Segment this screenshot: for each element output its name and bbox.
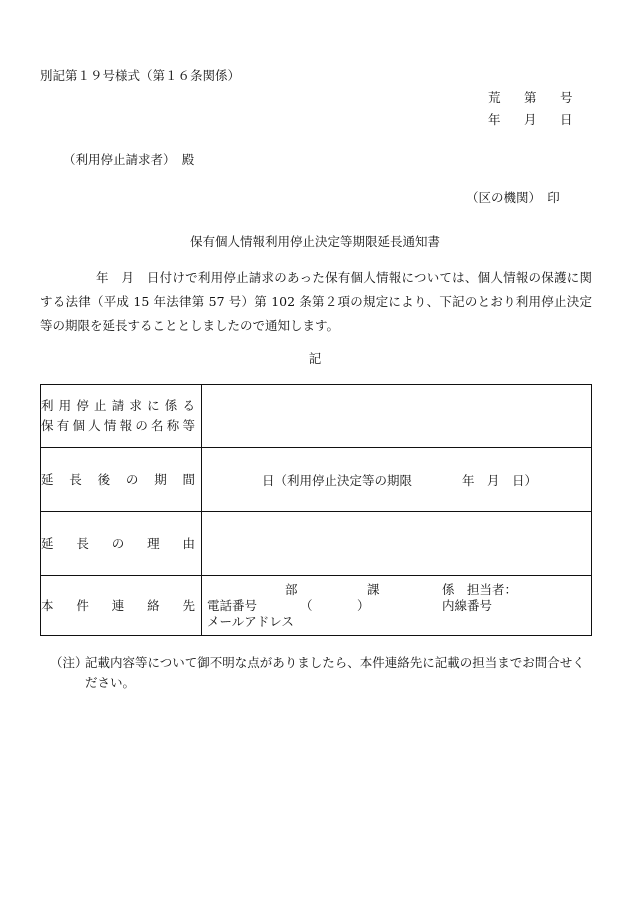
value-extended-period: 日（利用停止決定等の期限 年 月 日） bbox=[202, 448, 592, 512]
document-title: 保有個人情報利用停止決定等期限延長通知書 bbox=[189, 234, 440, 249]
table-row-reason bbox=[41, 512, 592, 576]
contact-email-label: メールアドレス bbox=[207, 613, 294, 629]
ki-heading: 記 bbox=[308, 351, 322, 366]
contact-line-phone bbox=[207, 598, 591, 614]
doc-number-go: 号 bbox=[560, 90, 573, 105]
details-table bbox=[40, 384, 592, 636]
contact-bu: 部 bbox=[285, 581, 298, 597]
value-contact bbox=[202, 576, 592, 636]
label-contact-text: 本件連絡先 bbox=[41, 597, 195, 613]
date-day: 日 bbox=[560, 112, 573, 127]
doc-number-prefix: 荒 bbox=[488, 90, 501, 105]
date-month: 月 bbox=[524, 112, 537, 127]
contact-paren-close: ） bbox=[357, 597, 370, 613]
footnote bbox=[50, 653, 590, 693]
table-row-contact bbox=[41, 576, 592, 636]
label-info-name-line2: 保有個人情報の名称等 bbox=[41, 418, 195, 433]
addressee: （利用停止請求者） 殿 bbox=[63, 152, 195, 167]
contact-line-department bbox=[207, 582, 591, 598]
footnote-text: 記載内容等について御不明な点がありましたら、本件連絡先に記載の担当までお問合せください。 bbox=[85, 655, 585, 690]
label-extended-period bbox=[41, 448, 202, 512]
label-reason bbox=[41, 512, 202, 576]
body-paragraph: 年 月 日付けで利用停止請求のあった保有個人情報については、個人情報の保護に関する法律（平成 15 年法律第 57 号）第 102 条第２項の規定により、下記のとおり利用停止決定等の期限を延長することとしましたので通知します。 bbox=[40, 270, 592, 333]
value-reason bbox=[202, 512, 592, 576]
contact-kakari: 係 担当者： bbox=[442, 581, 518, 597]
document-date bbox=[488, 110, 573, 128]
contact-extension: 内線番号 bbox=[442, 597, 493, 613]
table-row-extended-period bbox=[41, 448, 592, 512]
label-contact bbox=[41, 576, 202, 636]
issuer-seal: （区の機関） 印 bbox=[466, 190, 560, 205]
date-year: 年 bbox=[488, 112, 501, 127]
label-extended-period-text: 延長後の期間 bbox=[41, 471, 195, 487]
contact-ka: 課 bbox=[367, 581, 380, 597]
label-info-name bbox=[41, 385, 202, 448]
label-reason-text: 延長の理由 bbox=[41, 535, 195, 551]
contact-paren-open: （ bbox=[300, 597, 313, 613]
table-row-info-name bbox=[41, 385, 592, 448]
footnote-mark: （注） bbox=[50, 655, 88, 670]
contact-line-email bbox=[207, 614, 591, 630]
doc-number-dai: 第 bbox=[524, 90, 537, 105]
label-info-name-line1: 利用停止請求に係る bbox=[41, 398, 195, 413]
form-identifier: 別記第１９号様式（第１６条関係） bbox=[40, 68, 241, 83]
document-number bbox=[488, 88, 573, 106]
value-info-name bbox=[202, 385, 592, 448]
contact-phone-label: 電話番号 bbox=[207, 597, 258, 613]
